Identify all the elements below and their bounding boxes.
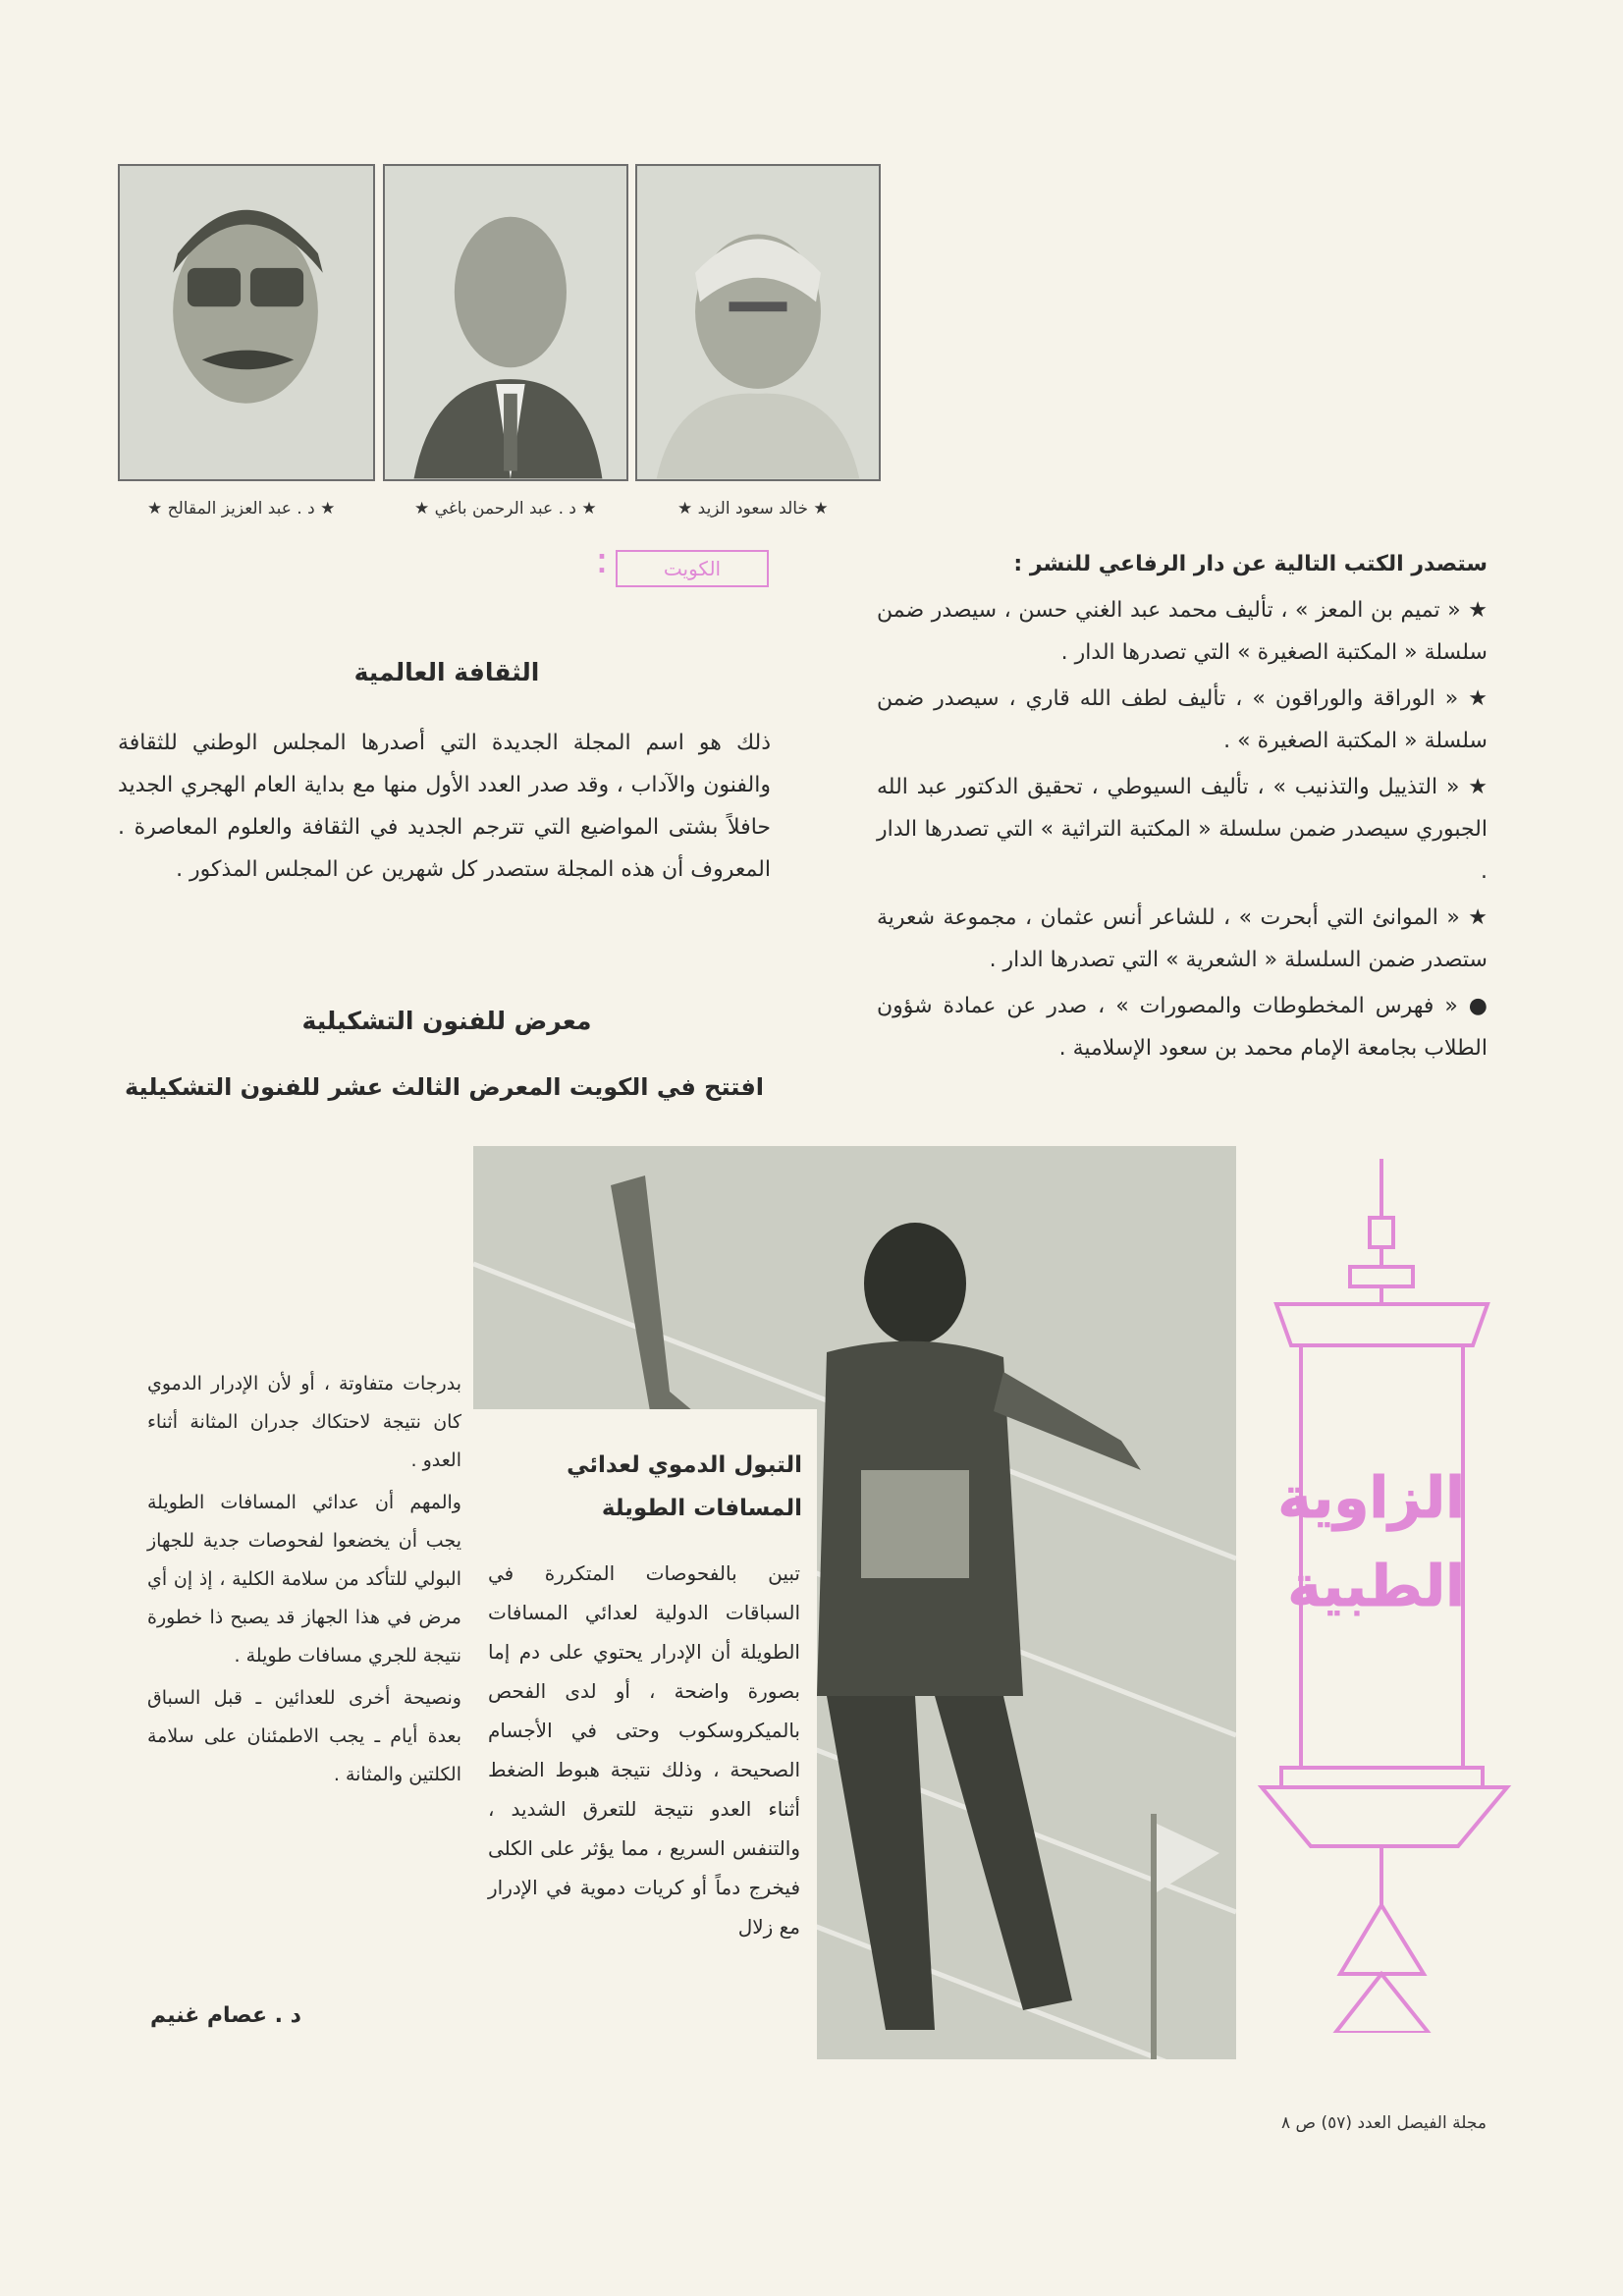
portrait-caption-3: ★ د . عبد العزيز المقالح ★ (147, 499, 336, 519)
portrait-photo-1 (635, 164, 881, 481)
exhibit-heading: معرض للفنون التشكيلية (301, 1007, 592, 1035)
portrait-2-image (385, 166, 626, 479)
continuation-para-1: بدرجات متفاوتة ، أو لأن الإدرار الدموي كان نتيجة لاحتكاك جدران المثانة أثناء العدو . (147, 1373, 461, 1471)
books-section (877, 543, 1488, 1073)
continuation-para-2: والمهم أن عدائي المسافات الطويلة يجب أن يخضعوا لفحوصات جدية للجهاز البولي للتأكد من سلامة الكلية ، إذ إن أي مرض في هذا الجهاز قد يصبح ذا خطورة نتيجة للجري مسافات طويلة . (147, 1492, 461, 1667)
culture-text: ذلك هو اسم المجلة الجديدة التي أصدرها المجلس الوطني للثقافة والفنون والآداب ، وقد صدر العدد الأول منها مع بداية العام الهجري الجديد حافلاً بشتى المواضيع التي تترجم الجديد في الثقافة والعلوم المعاصرة . المعروف أن هذه المجلة ستصدر كل شهرين عن المجلس المذكور . (118, 731, 771, 882)
kuwait-section-tag: الكويت (616, 550, 769, 587)
medical-corner-title-line1: الزاوية (1277, 1464, 1465, 1531)
continuation-para-3: ونصيحة أخرى للعدائين ـ قبل السباق بعدة أيام ـ يجب الاطمئنان على سلامة الكلتين والمثانة . (147, 1687, 461, 1785)
article-continuation (147, 1365, 461, 1798)
book-item-1: ★ « تميم بن المعز » ، تأليف محمد عبد الغني حسن ، سيصدر ضمن سلسلة « المكتبة الصغيرة » التي تصدرها الدار . (877, 598, 1488, 665)
article-body: تبين بالفحوصات المتكررة في السباقات الدولية لعدائي المسافات الطويلة أن الإدرار يحتوي على دم إما بصورة واضحة ، أو لدى الفحص بالميكروسكوب وحتى في الأجسام الصحيحة ، وذلك نتيجة هبوط الضغط أثناء العدو نتيجة للتعرق الشديد ، والتنفس السريع ، مما يؤثر على الكلى فيخرج دماً أو كريات دموية في الإدرار مع زلال (488, 1561, 800, 1939)
book-item-5: ● « فهرس المخطوطات والمصورات » ، صدر عن عمادة شؤون الطلاب بجامعة الإمام محمد بن سعود الإسلامية . (877, 994, 1488, 1061)
medical-corner-title (1277, 1453, 1465, 1630)
book-item-3: ★ « التذييل والتذنيب » ، تأليف السيوطي ، تحقيق الدكتور عبد الله الجبوري سيصدر ضمن سلسلة « المكتبة التراثية » التي تصدرها الدار . (877, 775, 1488, 884)
books-intro: ستصدر الكتب التالية عن دار الرفاعي للنشر : (1013, 552, 1488, 576)
book-item-2: ★ « الوراقة والوراقون » ، تأليف لطف الله قاري ، سيصدر ضمن سلسلة « المكتبة الصغيرة » . (877, 686, 1488, 753)
article-title: التبول الدموي لعدائي المسافات الطويلة (567, 1452, 802, 1521)
book-item-4: ★ « الموانئ التي أبحرت » ، للشاعر أنس عثمان ، مجموعة شعرية ستصدر ضمن السلسلة « الشعرية » التي تصدرها الدار . (877, 905, 1488, 972)
portrait-photo-3 (118, 164, 375, 481)
portrait-caption-2: ★ د . عبد الرحمن باغي ★ (414, 499, 597, 519)
medical-corner-title-line2: الطبية (1287, 1553, 1465, 1619)
article-author: د . عصام غنيم (150, 2003, 301, 2028)
portrait-photo-2 (383, 164, 628, 481)
section-dots: ⁚ (597, 550, 607, 579)
culture-heading: الثقافة العالمية (353, 658, 540, 686)
portrait-1-image (637, 166, 879, 479)
portrait-caption-1: ★ خالد سعود الزيد ★ (677, 499, 829, 519)
page-footer: مجلة الفيصل العدد (٥٧) ص ٨ (1281, 2113, 1487, 2133)
portrait-3-image (120, 166, 373, 479)
exhibit-text: افتتح في الكويت المعرض الثالث عشر للفنون التشكيلية (124, 1073, 765, 1101)
